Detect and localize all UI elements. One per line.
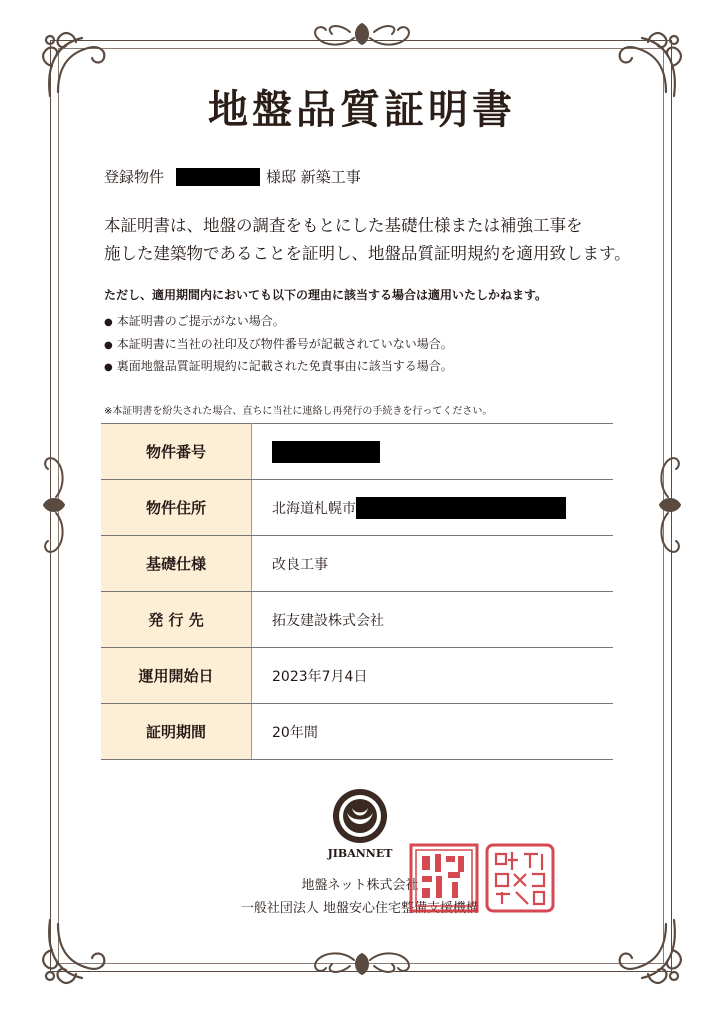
exception-intro: ただし、適用期間内においても以下の理由に該当する場合は適用いたしかねます。 (104, 288, 548, 302)
association-seal-icon (484, 842, 556, 914)
exception-item: ● 裏面地盤品質証明規約に記載された免責事由に該当する場合。 (104, 356, 453, 379)
certificate-info-table (101, 423, 613, 760)
row-value: 20年間 (252, 704, 614, 760)
row-value (252, 424, 614, 480)
certificate-statement (104, 212, 644, 268)
registered-property-line (104, 166, 361, 187)
bottom-center-ornament-icon (302, 944, 422, 980)
row-value: 2023年7月4日 (252, 648, 614, 704)
exception-item: ● 本証明書のご提示がない場合。 (104, 311, 453, 334)
logo-text: JIBANNET (327, 847, 393, 860)
redacted-property-number (272, 441, 380, 463)
certificate-title: 地盤品質証明書 (208, 86, 516, 133)
loss-note: ※本証明書を紛失された場合、直ちに当社に連絡し再発行の手続きを行ってください。 (104, 406, 493, 417)
statement-line: 本証明書は、地盤の調査をもとにした基礎仕様または補強工事を (104, 216, 583, 235)
row-value: 改良工事 (252, 536, 614, 592)
address-value: 北海道札幌市 (272, 500, 356, 517)
table-row (101, 424, 613, 480)
registered-property-label: 登録物件 (104, 168, 165, 186)
left-center-ornament-icon (36, 450, 72, 560)
exception-item: ● 本証明書に当社の社印及び物件番号が記載されていない場合。 (104, 334, 453, 357)
row-label: 物件住所 (101, 480, 252, 536)
jibannet-logo-icon (330, 786, 390, 846)
row-value (252, 480, 614, 536)
bottom-right-ornament-icon (608, 910, 688, 990)
bottom-left-ornament-icon (36, 910, 116, 990)
row-label: 発 行 先 (101, 592, 252, 648)
row-label: 運用開始日 (101, 648, 252, 704)
statement-line: 施した建築物であることを証明し、地盤品質証明規約を適用致します。 (104, 244, 631, 263)
top-center-ornament-icon (302, 18, 422, 54)
company-name: 地盤ネット株式会社 (301, 878, 419, 893)
redacted-address (356, 497, 566, 519)
exception-list (104, 311, 453, 379)
company-seal-icon (408, 842, 480, 914)
redacted-owner-name (176, 168, 260, 186)
right-center-ornament-icon (652, 450, 688, 560)
table-row (101, 648, 613, 704)
association-name: 一般社団法人 地盤安心住宅整備支援機構 (240, 901, 480, 916)
table-row (101, 536, 613, 592)
row-label: 証明期間 (101, 704, 252, 760)
row-label: 基礎仕様 (101, 536, 252, 592)
table-row (101, 480, 613, 536)
table-row (101, 704, 613, 760)
registered-property-suffix: 様邸 新築工事 (266, 168, 361, 186)
table-row (101, 592, 613, 648)
row-value: 拓友建設株式会社 (252, 592, 614, 648)
row-label: 物件番号 (101, 424, 252, 480)
